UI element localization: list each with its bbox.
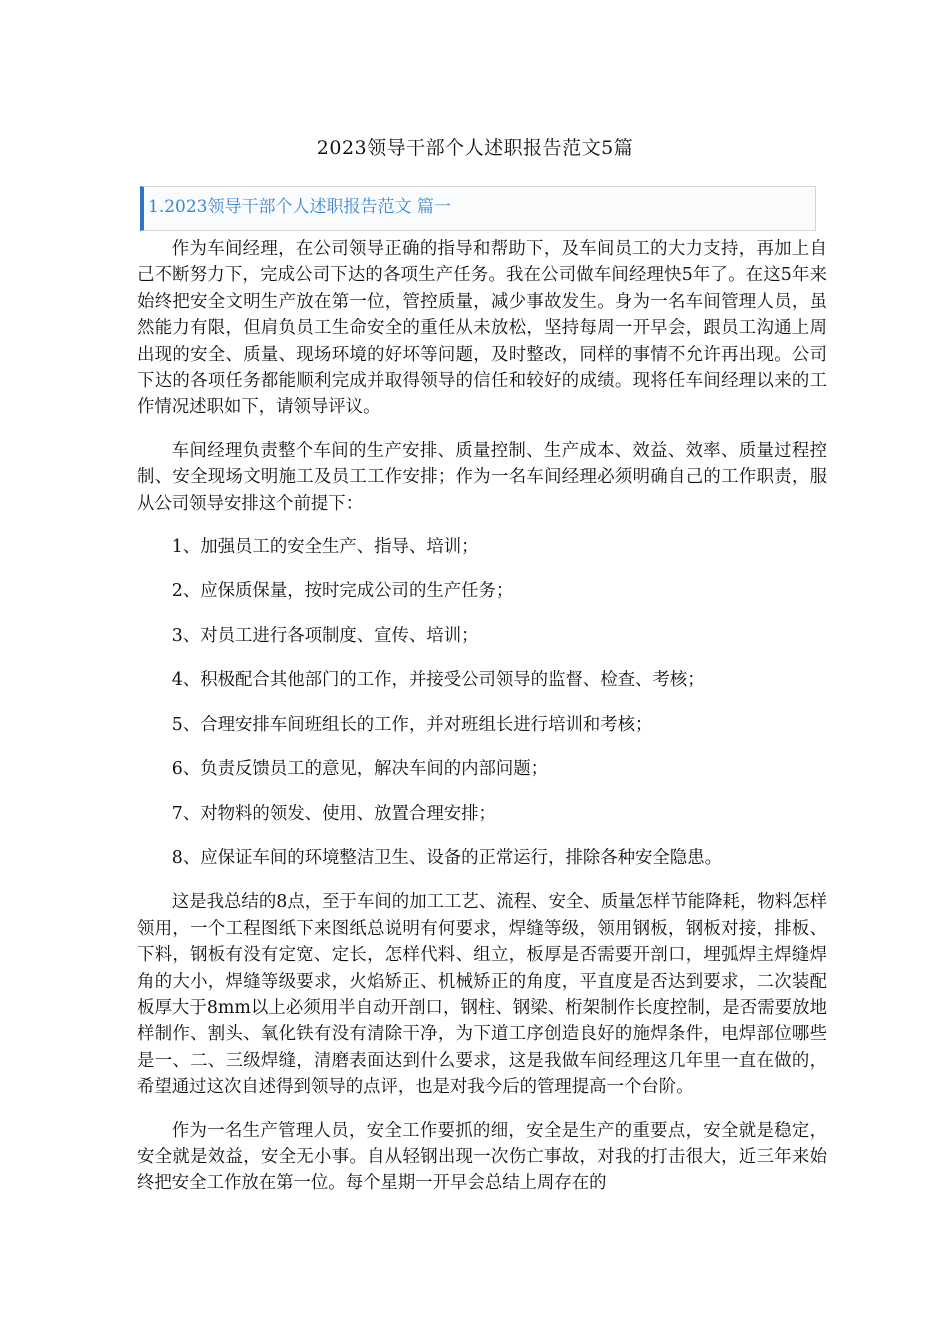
paragraph-safety: 作为一名生产管理人员，安全工作要抓的细，安全是生产的重要点，安全就是稳定，安全就是效益，安全无小事。自从轻钢出现一次伤亡事故，对我的打击很大，近三年来始终把安全工作放在第一位。每个星期一开早会总结上周存在的 [137,1120,827,1194]
document-title: 2023领导干部个人述职报告范文5篇 [316,137,634,159]
section-heading: 1.2023领导干部个人述职报告范文 篇一 [148,197,451,217]
list-item: 1、加强员工的安全生产、指导、培训； [171,537,479,558]
paragraph-duties: 车间经理负责整个车间的生产安排、质量控制、生产成本、效益、效率、质量过程控制、安全现场文明施工及员工工作安排；作为一名车间经理必须明确自己的工作职责，服从公司领导安排这个前提下： [137,440,827,514]
paragraph-summary: 这是我总结的8点，至于车间的加工工艺、流程、安全、质量怎样节能降耗，物料怎样领用，一个工程图纸下来图纸总说明有何要求，焊缝等级，领用钢板，钢板对接，排板、下料，钢板有没有定宽、定长，怎样代料、组立，板厚是否需要开剖口，埋弧焊主焊缝焊角的大小，焊缝等级要求，火焰矫正、机械矫正的角度，平直度是否达到要求，二次装配板厚大于8mm以上必须用半自动开剖口，钢柱、钢梁、桁架制作长度控制，是否需要放地样制作、割头、氧化铁有没有清除干净，为下道工序创造良好的施焊条件，电焊部位哪些是一、二、三级焊缝，清磨表面达到什么要求，这是我做车间经理这几年里一直在做的，希望通过这次自述得到领导的点评，也是对我今后的管理提高一个台阶。 [137,892,827,1098]
paragraph-intro: 作为车间经理，在公司领导正确的指导和帮助下，及车间员工的大力支持，再加上自己不断努力下，完成公司下达的各项生产任务。我在公司做车间经理快5年了。在这5年来始终把安全文明生产放在第一位，管控质量，减少事故发生。身为一名车间管理人员，虽然能力有限，但肩负员工生命安全的重任从未放松，坚持每周一开早会，跟员工沟通上周出现的安全、质量、现场环境的好坏等问题，及时整改，同样的事情不允许再出现。公司下达的各项任务都能顺利完成并取得领导的信任和较好的成绩。现将任车间经理以来的工作情况述职如下，请领导评议。 [137,239,827,418]
list-item: 3、对员工进行各项制度、宣传、培训； [171,625,479,646]
list-item: 4、积极配合其他部门的工作，并接受公司领导的监督、检查、考核； [171,670,705,691]
list-item: 5、合理安排车间班组长的工作，并对班组长进行培训和考核； [171,714,653,735]
document-body [137,236,827,1214]
list-item: 2、应保质保量，按时完成公司的生产任务； [171,581,514,602]
section-heading-box [140,186,816,231]
list-item: 7、对物料的领发、使用、放置合理安排； [171,803,496,824]
list-item: 6、负责反馈员工的意见，解决车间的内部问题； [171,759,549,780]
list-item: 8、应保证车间的环境整洁卫生、设备的正常运行，排除各种安全隐患。 [171,847,722,868]
